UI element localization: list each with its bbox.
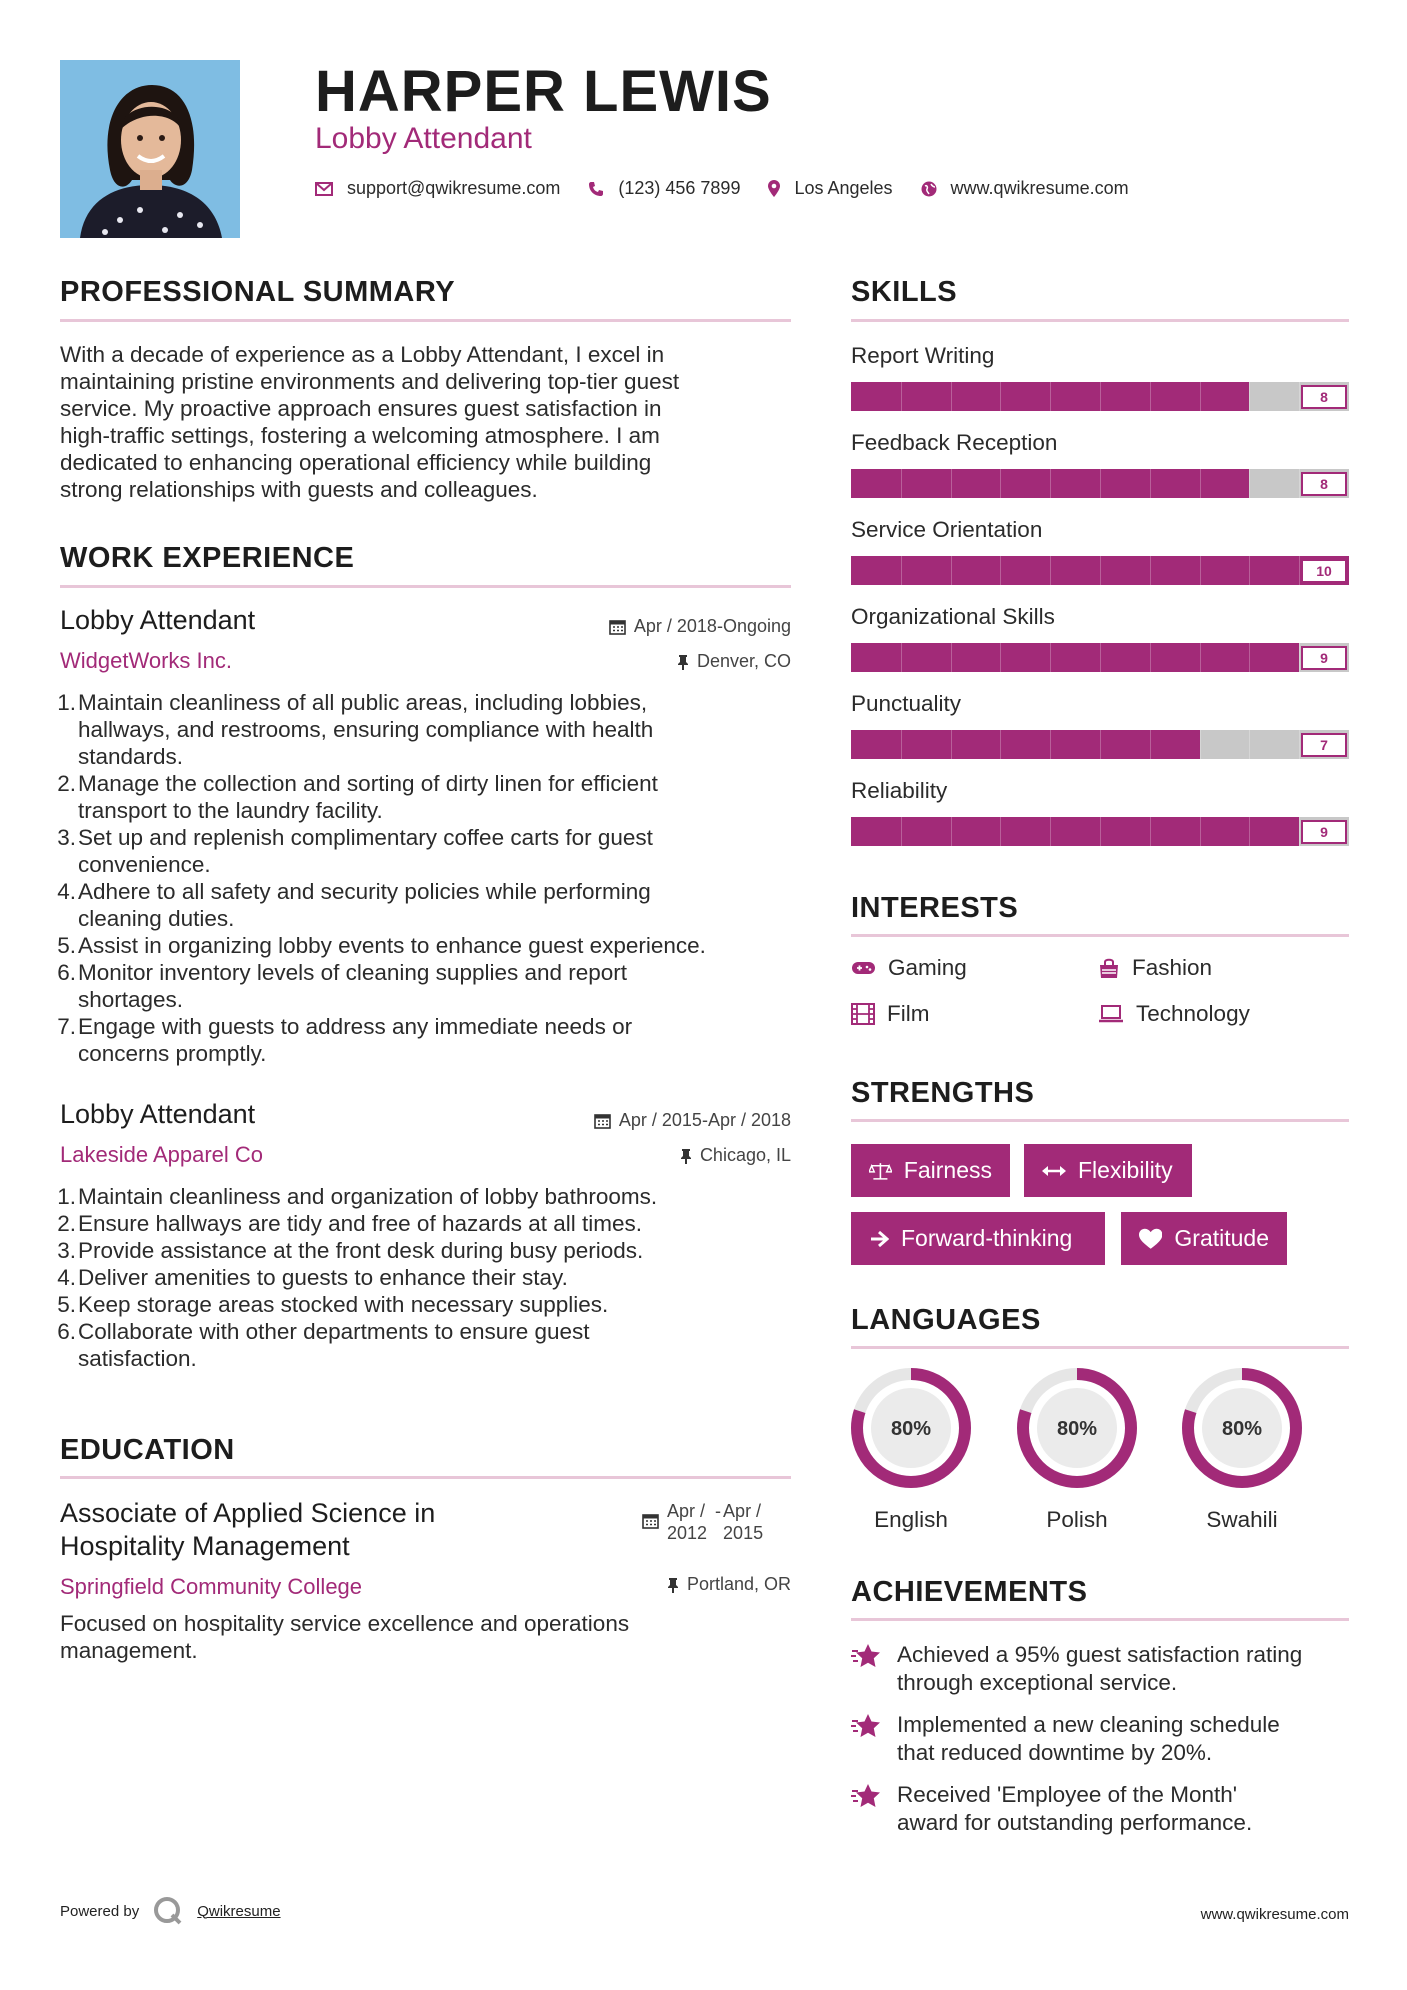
duty-line: convenience. — [78, 852, 211, 877]
duty-line: cleaning duties. — [78, 906, 235, 931]
job-location — [680, 1145, 791, 1166]
strength-label: Fairness — [903, 1157, 992, 1183]
skill-bar-segment — [1299, 643, 1300, 672]
duty-item — [57, 932, 800, 959]
summary-line: strong relationships with guests and colleagues. — [60, 477, 538, 502]
skill-bar-segment — [1299, 382, 1300, 411]
summary-heading: PROFESSIONAL SUMMARY — [60, 276, 456, 308]
skill-bar-segment — [951, 556, 952, 585]
heart-icon — [1139, 1228, 1162, 1250]
duty-item — [57, 1237, 800, 1264]
pushpin-icon — [680, 1148, 692, 1164]
skill-bar-segment — [901, 817, 902, 846]
languages-divider — [851, 1346, 1349, 1349]
duty-line: concerns promptly. — [78, 1041, 267, 1066]
duty-item — [57, 1318, 800, 1372]
laptop-icon — [1098, 1005, 1124, 1023]
achievement-line: Achieved a 95% guest satisfaction rating — [897, 1642, 1303, 1667]
job-title: Lobby Attendant — [60, 605, 256, 635]
skill-bar-segment — [1249, 730, 1250, 759]
duty-line: Keep storage areas stocked with necessary supplies. — [78, 1292, 609, 1317]
phone-text: (123) 456 7899 — [618, 178, 741, 198]
achievement-line: Received 'Employee of the Month' — [897, 1782, 1238, 1807]
job-title: Lobby Attendant — [60, 1099, 256, 1129]
skill-score: 10 — [1301, 559, 1347, 583]
skill-bar-segment — [901, 382, 902, 411]
school-name: Springfield Community College — [60, 1574, 363, 1599]
candidate-title: Lobby Attendant — [315, 122, 532, 155]
summary-line: high-traffic settings, fostering a welcoming atmosphere. I am — [60, 423, 660, 448]
skill-bar-segment — [1050, 469, 1051, 498]
skill-bar-segment — [1050, 382, 1051, 411]
strength-label: Flexibility — [1078, 1157, 1173, 1183]
skill-bar-segment — [1299, 730, 1300, 759]
duty-number: 5. — [57, 1292, 76, 1317]
skill-bar-segment — [951, 817, 952, 846]
company-name: Lakeside Apparel Co — [60, 1142, 264, 1167]
skill-bar-segment — [1150, 730, 1151, 759]
achievement-text — [897, 1711, 1280, 1767]
skill-bar-segment — [1050, 556, 1051, 585]
achievement-text — [897, 1781, 1252, 1837]
arrow-right-icon — [869, 1229, 889, 1249]
skill-bar-segment — [1200, 817, 1201, 846]
skill-label: Organizational Skills — [851, 604, 1055, 629]
skill-bar-segment — [951, 382, 952, 411]
skill-score: 8 — [1301, 472, 1347, 496]
interest-item — [851, 1001, 929, 1027]
skill-bar-segment — [901, 469, 902, 498]
skill-bar-segment — [951, 469, 952, 498]
summary-line: With a decade of experience as a Lobby Attendant, I excel in — [60, 342, 665, 367]
skill-bar-segment — [1200, 730, 1201, 759]
job-location-text: Denver, CO — [696, 651, 791, 671]
duty-item — [57, 689, 800, 770]
language-ring — [1180, 1366, 1304, 1490]
footer-powered-by — [60, 1896, 281, 1926]
strengths-heading: STRENGTHS — [851, 1077, 1035, 1109]
interest-label: Technology — [1136, 1001, 1250, 1026]
start-month: Apr / — [667, 1501, 706, 1521]
contact-bar — [315, 178, 1157, 199]
skill-label: Report Writing — [851, 343, 995, 368]
experience-heading: WORK EXPERIENCE — [60, 542, 355, 574]
strength-label: Forward-thinking — [901, 1225, 1073, 1251]
strength-label: Gratitude — [1174, 1225, 1269, 1251]
skill-bar-segment — [1150, 382, 1151, 411]
skill-bar-fill — [851, 730, 1200, 759]
skill-bar-segment — [951, 730, 952, 759]
skill-bar-segment — [1100, 817, 1101, 846]
language-label: English — [874, 1507, 948, 1532]
summary-line: dedicated to enhancing operational efficiency while building — [60, 450, 652, 475]
skill-bar-segment — [1000, 382, 1001, 411]
skill-bar — [851, 556, 1349, 585]
skill-bar-segment — [1249, 469, 1250, 498]
duty-number: 4. — [57, 879, 76, 904]
skill-bar-segment — [1050, 817, 1051, 846]
education-dates — [642, 1500, 763, 1544]
language-percent: 80% — [1221, 1418, 1263, 1440]
end-year: 2015 — [723, 1523, 764, 1543]
gamepad-icon — [851, 960, 876, 976]
contact-phone[interactable] — [588, 178, 740, 199]
pushpin-icon — [677, 654, 689, 670]
skill-bar-segment — [1249, 817, 1250, 846]
strengths-divider — [851, 1119, 1349, 1122]
map-marker-icon — [768, 180, 780, 197]
interest-label: Fashion — [1132, 955, 1213, 980]
skill-bar — [851, 817, 1349, 846]
duty-line: Provide assistance at the front desk during busy periods. — [78, 1238, 644, 1263]
shopping-bag-icon — [1098, 957, 1120, 979]
skill-bar-segment — [1249, 556, 1250, 585]
duty-number: 3. — [57, 825, 76, 850]
job-dates-text: Apr / 2018-Ongoing — [633, 616, 791, 636]
interest-label: Gaming — [888, 955, 967, 980]
skill-label: Feedback Reception — [851, 430, 1058, 455]
duty-item — [57, 878, 800, 932]
balance-scale-icon — [869, 1160, 892, 1182]
job-location — [677, 651, 791, 672]
skill-bar-segment — [1150, 469, 1151, 498]
calendar-icon — [609, 618, 626, 635]
experience-divider — [60, 585, 791, 588]
summary-line: service. My proactive approach ensures guest satisfaction in — [60, 396, 662, 421]
duty-number: 7. — [57, 1014, 76, 1039]
skill-bar-segment — [951, 643, 952, 672]
duty-number: 4. — [57, 1265, 76, 1290]
language-percent: 80% — [1056, 1418, 1098, 1440]
skill-score: 7 — [1301, 733, 1347, 757]
skill-score: 9 — [1301, 646, 1347, 670]
star-badge-icon — [851, 1713, 883, 1739]
duty-line: Adhere to all safety and security policies while performing — [78, 879, 651, 904]
skill-bar — [851, 469, 1349, 498]
location-text: Los Angeles — [794, 178, 893, 198]
skills-heading: SKILLS — [851, 276, 958, 308]
calendar-icon — [594, 1112, 611, 1129]
phone-icon — [588, 181, 604, 197]
duty-item — [57, 1013, 800, 1067]
skill-bar-segment — [1200, 469, 1201, 498]
skill-bar — [851, 643, 1349, 672]
duty-line: transport to the laundry facility. — [78, 798, 383, 823]
duty-number: 1. — [57, 690, 76, 715]
end-month: Apr / — [723, 1501, 762, 1521]
job-dates — [609, 616, 791, 637]
skill-score: 8 — [1301, 385, 1347, 409]
star-badge-icon — [851, 1783, 883, 1809]
strength-tag — [1121, 1212, 1287, 1265]
skill-bar-segment — [1150, 817, 1151, 846]
duty-line: Collaborate with other departments to ensure guest — [78, 1319, 590, 1344]
website-text: www.qwikresume.com — [950, 178, 1129, 198]
duty-item — [57, 959, 800, 1013]
duty-line: shortages. — [78, 987, 184, 1012]
qwikresume-logo-icon — [153, 1896, 183, 1926]
achievement-line: award for outstanding performance. — [897, 1810, 1253, 1835]
summary-divider — [60, 319, 791, 322]
strength-tag — [851, 1144, 1010, 1197]
globe-icon — [921, 181, 937, 197]
duty-number: 3. — [57, 1238, 76, 1263]
company-name: WidgetWorks Inc. — [60, 648, 232, 673]
language-item — [849, 1366, 973, 1533]
skill-bar-segment — [1200, 643, 1201, 672]
duty-item — [57, 1210, 800, 1237]
language-label: Swahili — [1206, 1507, 1278, 1532]
duty-item — [57, 1264, 800, 1291]
contact-website[interactable] — [921, 178, 1129, 199]
candidate-name: HARPER LEWIS — [315, 59, 772, 124]
duty-number: 5. — [57, 933, 76, 958]
summary-line: maintaining pristine environments and delivering top-tier guest — [60, 369, 680, 394]
achievement-text — [897, 1641, 1302, 1697]
arrows-horizontal-icon — [1042, 1164, 1066, 1178]
footer-website[interactable]: www.qwikresume.com — [1200, 1906, 1349, 1923]
skill-bar-segment — [1050, 643, 1051, 672]
skill-bar-segment — [1299, 556, 1300, 585]
language-label: Polish — [1046, 1507, 1108, 1532]
duty-item — [57, 770, 800, 824]
duty-number: 1. — [57, 1184, 76, 1209]
strength-tag — [1024, 1144, 1192, 1197]
skill-bar-segment — [1000, 730, 1001, 759]
skill-bar-segment — [1150, 556, 1151, 585]
duty-line: Set up and replenish complimentary coffee carts for guest — [78, 825, 653, 850]
achievements-divider — [851, 1618, 1349, 1621]
duty-line: hallways, and restrooms, ensuring compliance with health — [78, 717, 654, 742]
job-dates — [594, 1110, 791, 1131]
duty-line: Assist in organizing lobby events to enhance guest experience. — [78, 933, 706, 958]
skill-bar-segment — [1100, 643, 1101, 672]
skill-bar-segment — [1100, 556, 1101, 585]
duty-item — [57, 1291, 800, 1318]
achievement-line: through exceptional service. — [897, 1670, 1178, 1695]
skill-bar — [851, 382, 1349, 411]
duty-line: standards. — [78, 744, 184, 769]
skill-bar-segment — [1050, 730, 1051, 759]
skill-bar-segment — [1000, 643, 1001, 672]
contact-location — [768, 178, 892, 199]
start-year: 2012 — [667, 1523, 708, 1543]
interests-divider — [851, 934, 1349, 937]
skill-bar-segment — [901, 643, 902, 672]
skill-bar-segment — [1249, 382, 1250, 411]
duty-number: 2. — [57, 771, 76, 796]
interest-item — [1098, 955, 1212, 981]
language-percent: 80% — [890, 1418, 932, 1440]
duty-item — [57, 824, 800, 878]
duty-line: Maintain cleanliness and organization of lobby bathrooms. — [78, 1184, 658, 1209]
interest-item — [1098, 1001, 1250, 1027]
education-separator: - — [715, 1501, 722, 1521]
skill-bar-fill — [851, 817, 1299, 846]
film-icon — [851, 1003, 875, 1025]
job-dates-text: Apr / 2015-Apr / 2018 — [618, 1110, 791, 1130]
achievement-item — [851, 1641, 1351, 1697]
email-text: support@qwikresume.com — [347, 178, 561, 198]
languages-heading: LANGUAGES — [851, 1304, 1041, 1336]
duty-line: Engage with guests to address any immediate needs or — [78, 1014, 633, 1039]
education-location — [667, 1574, 791, 1595]
pushpin-icon — [667, 1577, 679, 1593]
strength-tag — [851, 1212, 1105, 1265]
skill-bar-segment — [1100, 730, 1101, 759]
language-item — [1180, 1366, 1304, 1533]
job-duties — [57, 689, 800, 1067]
duty-number: 6. — [57, 1319, 76, 1344]
duty-line: Monitor inventory levels of cleaning supplies and report — [78, 960, 628, 985]
job-duties — [57, 1183, 800, 1372]
skill-bar-segment — [1000, 817, 1001, 846]
education-description — [60, 1610, 795, 1664]
skill-bar-segment — [1100, 382, 1101, 411]
job-location-text: Chicago, IL — [699, 1145, 791, 1165]
education-divider — [60, 1476, 791, 1479]
achievement-line: Implemented a new cleaning schedule — [897, 1712, 1280, 1737]
interest-label: Film — [887, 1001, 930, 1026]
skill-bar-segment — [1249, 643, 1250, 672]
powered-by-text: Powered by — [60, 1902, 140, 1920]
degree-line: Associate of Applied Science in — [60, 1498, 436, 1528]
star-badge-icon — [851, 1643, 883, 1669]
skill-bar-segment — [1000, 556, 1001, 585]
interest-item — [851, 955, 967, 981]
education-heading: EDUCATION — [60, 1434, 235, 1466]
education-desc-line: Focused on hospitality service excellence and operations — [60, 1611, 630, 1636]
education-end — [723, 1500, 763, 1544]
achievement-item — [851, 1711, 1351, 1767]
achievement-item — [851, 1781, 1351, 1837]
language-ring — [1015, 1366, 1139, 1490]
skill-label: Service Orientation — [851, 517, 1043, 542]
degree-line: Hospitality Management — [60, 1531, 350, 1561]
profile-photo — [60, 60, 240, 238]
skill-bar-segment — [901, 730, 902, 759]
duty-item — [57, 1183, 800, 1210]
education-location-text: Portland, OR — [686, 1574, 791, 1594]
duty-line: Deliver amenities to guests to enhance their stay. — [78, 1265, 568, 1290]
skill-label: Reliability — [851, 778, 948, 803]
contact-email[interactable] — [315, 178, 560, 199]
envelope-icon — [315, 182, 333, 196]
skill-bar-fill — [851, 643, 1299, 672]
skill-bar-segment — [1100, 469, 1101, 498]
duty-line: satisfaction. — [78, 1346, 197, 1371]
skill-bar-segment — [1299, 817, 1300, 846]
education-start — [667, 1500, 707, 1544]
duty-line: Maintain cleanliness of all public areas, including lobbies, — [78, 690, 648, 715]
interests-heading: INTERESTS — [851, 892, 1019, 924]
skill-label: Punctuality — [851, 691, 962, 716]
achievements-heading: ACHIEVEMENTS — [851, 1576, 1088, 1608]
skill-bar-segment — [1200, 382, 1201, 411]
skill-score: 9 — [1301, 820, 1347, 844]
duty-line: Manage the collection and sorting of dirty linen for efficient — [78, 771, 658, 796]
duty-line: Ensure hallways are tidy and free of hazards at all times. — [78, 1211, 643, 1236]
qwikresume-link[interactable]: Qwikresume — [197, 1902, 281, 1920]
summary-text — [60, 341, 795, 503]
skill-bar-segment — [901, 556, 902, 585]
skill-bar-segment — [1150, 643, 1151, 672]
language-item — [1015, 1366, 1139, 1533]
skill-bar-segment — [1299, 469, 1300, 498]
skill-bar — [851, 730, 1349, 759]
education-desc-line: management. — [60, 1638, 198, 1663]
duty-number: 2. — [57, 1211, 76, 1236]
skill-bar-segment — [1200, 556, 1201, 585]
calendar-icon — [642, 1512, 659, 1529]
degree-title — [60, 1497, 435, 1563]
duty-number: 6. — [57, 960, 76, 985]
skills-divider — [851, 319, 1349, 322]
achievement-line: that reduced downtime by 20%. — [897, 1740, 1213, 1765]
skill-bar-segment — [1000, 469, 1001, 498]
language-ring — [849, 1366, 973, 1490]
